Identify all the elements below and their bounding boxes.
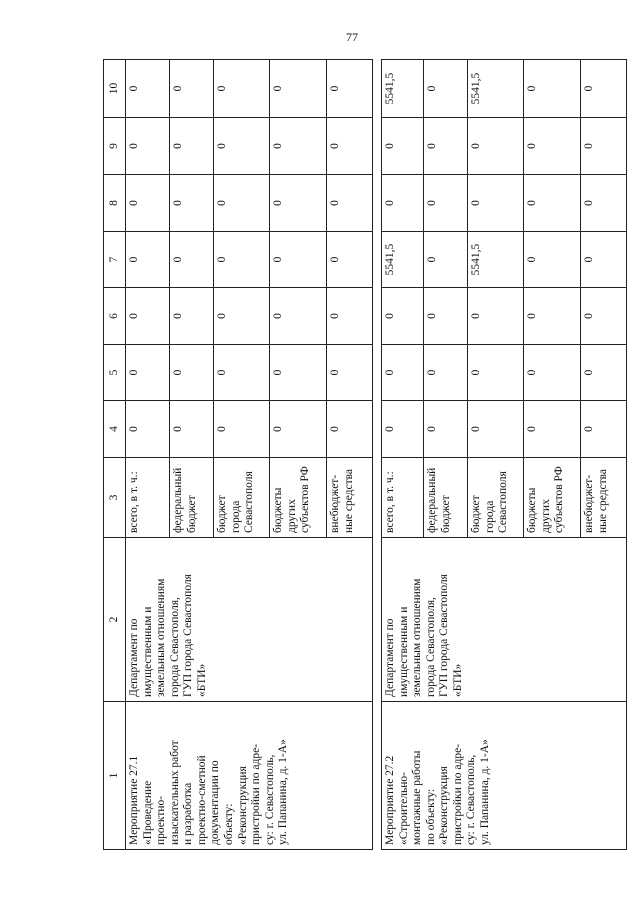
funding-source-cell: внебюджет- ные средства [327,458,373,538]
rotated-table-wrapper [103,60,609,850]
separator-cell [373,60,382,850]
value-cell: 0 [214,118,270,175]
value-cell: 0 [327,288,373,345]
funding-table [103,59,627,850]
value-cell: 0 [382,401,424,458]
value-cell: 0 [170,60,214,118]
value-cell: 0 [270,175,327,232]
value-cell: 0 [581,118,627,175]
value-cell: 0 [270,345,327,401]
measure-name-cell: Мероприятие 27.2 «Строительно- монтажные работы по объекту: «Реконструкция пристройки по адре- су: г. Севастополь, ул. Папанина, д. 1-А» [382,702,627,850]
funding-source-cell: федеральный бюджет [170,458,214,538]
executor-cell: Департамент по имущественным и земельным отношениям города Севастополя, ГУП города Севастополя «БТИ» [126,538,373,702]
value-cell: 0 [581,345,627,401]
value-cell: 0 [468,401,524,458]
value-cell: 0 [424,401,468,458]
value-cell: 0 [524,60,581,118]
value-cell: 0 [468,175,524,232]
table-row [382,60,424,850]
header-cell: 7 [104,232,126,288]
value-cell: 0 [581,232,627,288]
value-cell: 0 [327,118,373,175]
header-cell: 2 [104,538,126,702]
value-cell: 5541,5 [382,60,424,118]
value-cell: 0 [468,288,524,345]
measure-name-cell: Мероприятие 27.1 «Проведение проектно- изыскательных работ и разработка проектно-сметной документации по объекту: «Реконструкция пристройки по адре- су: г. Севастополь, ул. Папанина, д. 1-А» [126,702,373,850]
funding-source-cell: бюджеты других субъектов РФ [270,458,327,538]
value-cell: 0 [382,175,424,232]
funding-source-cell: бюджеты других субъектов РФ [524,458,581,538]
executor-cell: Департамент по имущественным и земельным отношениям города Севастополя, ГУП города Севастополя «БТИ» [382,538,627,702]
value-cell: 5541,5 [468,60,524,118]
value-cell: 0 [581,175,627,232]
funding-source-cell: всего, в т. ч.: [382,458,424,538]
value-cell: 0 [170,401,214,458]
value-cell: 0 [581,60,627,118]
value-cell: 0 [126,232,170,288]
value-cell: 0 [327,232,373,288]
value-cell: 0 [126,345,170,401]
value-cell: 0 [468,345,524,401]
value-cell: 0 [581,401,627,458]
value-cell: 0 [382,118,424,175]
value-cell: 0 [270,118,327,175]
value-cell: 0 [214,60,270,118]
page-number: 77 [346,30,358,44]
value-cell: 0 [126,288,170,345]
value-cell: 0 [214,288,270,345]
block-separator [373,60,382,850]
value-cell: 0 [468,118,524,175]
header-cell: 10 [104,60,126,118]
header-cell: 8 [104,175,126,232]
header-row [104,60,126,850]
value-cell: 0 [170,288,214,345]
value-cell: 0 [424,118,468,175]
value-cell: 0 [327,345,373,401]
value-cell: 0 [524,232,581,288]
header-cell: 4 [104,401,126,458]
table-row [126,60,170,850]
value-cell: 0 [424,345,468,401]
header-cell: 1 [104,702,126,850]
value-cell: 0 [270,288,327,345]
header-cell: 9 [104,118,126,175]
value-cell: 0 [524,345,581,401]
value-cell: 0 [126,118,170,175]
funding-source-cell: бюджет города Севастополя [214,458,270,538]
value-cell: 0 [170,175,214,232]
value-cell: 0 [214,175,270,232]
header-cell: 5 [104,345,126,401]
value-cell: 0 [126,175,170,232]
funding-source-cell: всего, в т. ч.: [126,458,170,538]
value-cell: 5541,5 [468,232,524,288]
value-cell: 0 [424,288,468,345]
value-cell: 0 [170,232,214,288]
value-cell: 0 [270,232,327,288]
value-cell: 5541,5 [382,232,424,288]
value-cell: 0 [270,401,327,458]
value-cell: 0 [126,60,170,118]
value-cell: 0 [524,175,581,232]
table-body [126,60,627,850]
value-cell: 0 [170,345,214,401]
value-cell: 0 [424,175,468,232]
value-cell: 0 [214,232,270,288]
value-cell: 0 [327,175,373,232]
funding-source-cell: внебюджет- ные средства [581,458,627,538]
header-cell: 3 [104,458,126,538]
value-cell: 0 [170,118,214,175]
value-cell: 0 [581,288,627,345]
value-cell: 0 [382,345,424,401]
value-cell: 0 [524,288,581,345]
value-cell: 0 [524,401,581,458]
value-cell: 0 [126,401,170,458]
value-cell: 0 [424,232,468,288]
funding-source-cell: бюджет города Севастополя [468,458,524,538]
value-cell: 0 [382,288,424,345]
value-cell: 0 [214,401,270,458]
value-cell: 0 [424,60,468,118]
value-cell: 0 [524,118,581,175]
funding-source-cell: федеральный бюджет [424,458,468,538]
value-cell: 0 [270,60,327,118]
value-cell: 0 [327,60,373,118]
value-cell: 0 [327,401,373,458]
header-cell: 6 [104,288,126,345]
value-cell: 0 [214,345,270,401]
